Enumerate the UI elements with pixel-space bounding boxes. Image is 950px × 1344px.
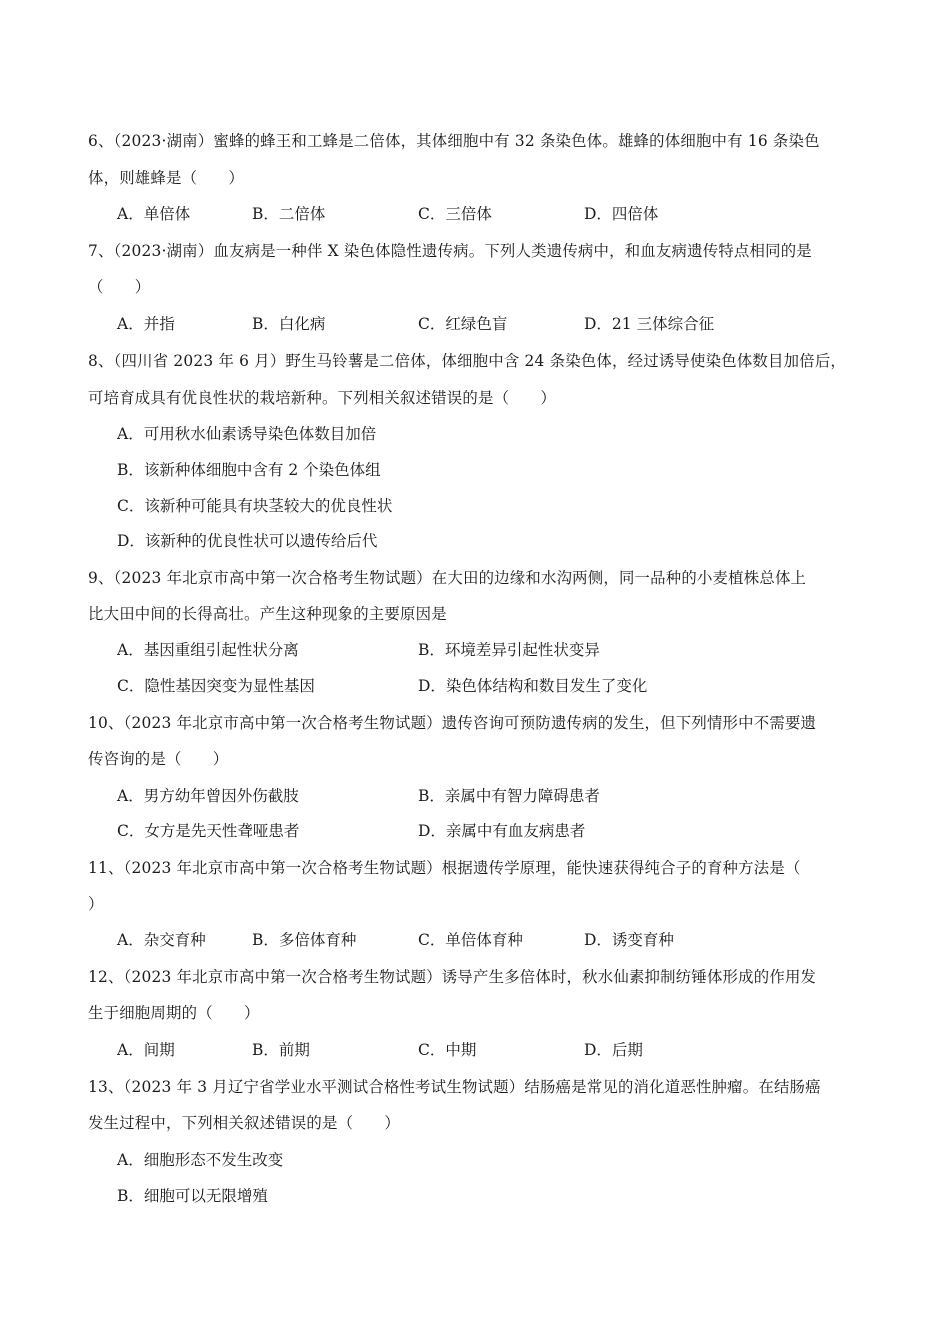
question-6-option-d[interactable]: D．四倍体 — [584, 205, 659, 223]
question-12-option-d[interactable]: D．后期 — [584, 1041, 643, 1059]
question-8-option-d[interactable]: D．该新种的优良性状可以遗传给后代 — [117, 532, 378, 550]
question-12-option-c[interactable]: C．中期 — [418, 1041, 477, 1059]
question-11-option-b[interactable]: B．多倍体育种 — [252, 931, 357, 949]
question-7-stem-line-1: 7、（2023·湖南）血友病是一种伴 X 染色体隐性遗传病。下列人类遗传病中，和血友病遗传特点相同的是 — [88, 242, 812, 260]
question-9-stem-line-1: 9、（2023 年北京市高中第一次合格考生物试题）在大田的边缘和水沟两侧，同一品种的小麦植株总体上 — [88, 569, 807, 587]
question-10-option-c[interactable]: C．女方是先天性聋哑患者 — [117, 822, 300, 840]
question-9-option-d[interactable]: D．染色体结构和数目发生了变化 — [418, 677, 648, 695]
question-6-stem-line-2: 体，则雄蜂是（ ） — [88, 169, 245, 187]
question-12-stem-line-2: 生于细胞周期的（ ） — [88, 1004, 260, 1022]
question-10-option-b[interactable]: B．亲属中有智力障碍患者 — [418, 787, 600, 805]
question-8-option-b[interactable]: B．该新种体细胞中含有 2 个染色体组 — [117, 461, 381, 479]
question-9-option-a[interactable]: A．基因重组引起性状分离 — [117, 641, 299, 659]
question-9-option-b[interactable]: B．环境差异引起性状变异 — [418, 641, 600, 659]
question-8-option-c[interactable]: C．该新种可能具有块茎较大的优良性状 — [117, 497, 393, 515]
question-13-stem-line-1: 13、（2023 年 3 月辽宁省学业水平测试合格性考试生物试题）结肠癌是常见的消化道恶性肿瘤。在结肠癌 — [88, 1078, 821, 1096]
question-8-stem-line-2: 可培育成具有优良性状的栽培新种。下列相关叙述错误的是（ ） — [88, 389, 556, 407]
question-6-option-a[interactable]: A．单倍体 — [117, 205, 191, 223]
question-8-stem-line-1: 8、（四川省 2023 年 6 月）野生马铃薯是二倍体，体细胞中含 24 条染色体，经过诱导使染色体数目加倍后， — [88, 352, 847, 370]
question-12-option-b[interactable]: B．前期 — [252, 1041, 310, 1059]
question-12-stem-line-1: 12、（2023 年北京市高中第一次合格考生物试题）诱导产生多倍体时，秋水仙素抑制纺锤体形成的作用发 — [88, 968, 817, 986]
question-13-option-b[interactable]: B．细胞可以无限增殖 — [117, 1187, 268, 1205]
question-10-stem-line-2: 传咨询的是（ ） — [88, 750, 229, 768]
question-7-option-d[interactable]: D．21 三体综合征 — [584, 315, 715, 333]
question-11-option-d[interactable]: D．诱变育种 — [584, 931, 674, 949]
question-9-option-c[interactable]: C．隐性基因突变为显性基因 — [117, 677, 315, 695]
question-8-option-a[interactable]: A．可用秋水仙素诱导染色体数目加倍 — [117, 425, 377, 443]
question-7-option-c[interactable]: C．红绿色盲 — [418, 315, 508, 333]
question-13-option-a[interactable]: A．细胞形态不发生改变 — [117, 1151, 284, 1169]
question-7-option-b[interactable]: B．白化病 — [252, 315, 326, 333]
question-13-stem-line-2: 发生过程中，下列相关叙述错误的是（ ） — [88, 1114, 401, 1132]
question-10-option-d[interactable]: D．亲属中有血友病患者 — [418, 822, 586, 840]
question-6-stem-line-1: 6、（2023·湖南）蜜蜂的蜂王和工蜂是二倍体，其体细胞中有 32 条染色体。雄蜂的体细胞中有 16 条染色 — [88, 132, 820, 150]
question-7-option-a[interactable]: A．并指 — [117, 315, 175, 333]
question-6-option-b[interactable]: B．二倍体 — [252, 205, 326, 223]
question-12-option-a[interactable]: A．间期 — [117, 1041, 175, 1059]
question-11-option-a[interactable]: A．杂交育种 — [117, 931, 206, 949]
question-11-option-c[interactable]: C．单倍体育种 — [418, 931, 523, 949]
question-10-option-a[interactable]: A．男方幼年曾因外伤截肢 — [117, 787, 299, 805]
question-11-stem-line-1: 11、（2023 年北京市高中第一次合格考生物试题）根据遗传学原理，能快速获得纯合子的育种方法是（ — [88, 859, 801, 877]
question-6-option-c[interactable]: C．三倍体 — [418, 205, 492, 223]
question-7-stem-line-2: （ ） — [88, 278, 151, 296]
question-10-stem-line-1: 10、（2023 年北京市高中第一次合格考生物试题）遗传咨询可预防遗传病的发生，但下列情形中不需要遗 — [88, 714, 817, 732]
question-9-stem-line-2: 比大田中间的长得高壮。产生这种现象的主要原因是 — [88, 605, 447, 623]
question-11-stem-line-2: ） — [88, 895, 104, 913]
